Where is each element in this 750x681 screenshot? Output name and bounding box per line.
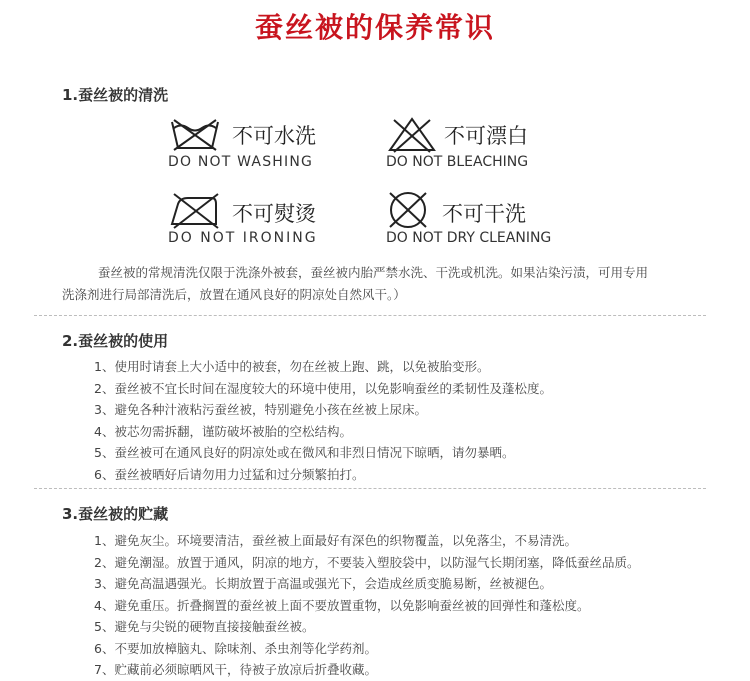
care-label-cn: 不可水洗 (232, 124, 316, 148)
list-item: 5、蚕丝被可在通风良好的阴凉处或在微风和非烈日情况下晾晒，请勿暴晒。 (94, 445, 515, 460)
list-item: 5、避免与尖锐的硬物直接接触蚕丝被。 (94, 619, 315, 634)
no-dry-cleaning-icon (386, 190, 432, 230)
section-heading-usage: 2.蚕丝被的使用 (62, 332, 169, 350)
list-item: 4、被芯勿需拆翻，谨防破坏被胎的空松结构。 (94, 423, 352, 439)
no-bleaching-icon (386, 116, 438, 154)
list-item: 2、蚕丝被不宜长时间在湿度较大的环境中使用，以免影响蚕丝的柔韧性及蓬松度。 (94, 380, 552, 396)
care-symbol-no-ironing (168, 192, 368, 252)
list-item: 2、避免潮湿。放置于通风，阴凉的地方，不要装入塑胶袋中，以防湿气长期闭塞，降低蚕丝品质。 (94, 554, 640, 570)
storage-list (94, 530, 639, 681)
washing-note-line: 洗涤剂进行局部清洗后，放置在通风良好的阴凉处自然风干。） (62, 287, 406, 302)
care-label-en: DO NOT BLEACHING (386, 154, 529, 170)
usage-list (94, 356, 552, 485)
list-item: 4、避免重压。折叠搁置的蚕丝被上面不要放置重物，以免影响蚕丝被的回弹性和蓬松度。 (94, 597, 590, 613)
washing-note (62, 262, 702, 306)
section-divider (34, 315, 706, 316)
list-item: 7、贮藏前必须晾晒风干，待被子放凉后折叠收藏。 (94, 662, 377, 677)
section-heading-washing: 1.蚕丝被的清洗 (62, 86, 169, 104)
no-ironing-icon (168, 192, 224, 230)
care-label-cn: 不可熨烫 (232, 202, 316, 226)
list-item: 3、避免高温遇强光。长期放置于高温或强光下，会造成丝质变脆易断，丝被褪色。 (94, 576, 552, 591)
care-symbol-no-dry-cleaning (386, 190, 586, 252)
list-item: 6、不要加放樟脑丸、除味剂、杀虫剂等化学药剂。 (94, 640, 377, 656)
list-item: 1、避免灰尘。环境要清洁，蚕丝被上面最好有深色的织物覆盖，以免落尘，不易清洗。 (94, 533, 577, 548)
washing-note-text: 蚕丝被的常规清洗仅限于洗涤外被套，蚕丝被内胎严禁水洗、干洗或机洗。如果沾染污渍，可用专用 (98, 265, 649, 280)
no-washing-icon (168, 116, 222, 152)
section-heading-storage: 3.蚕丝被的贮藏 (62, 505, 169, 523)
care-label-cn: 不可漂白 (444, 124, 528, 148)
list-item: 1、使用时请套上大小适中的被套，勿在丝被上跑、跳，以免被胎变形。 (94, 359, 490, 374)
care-label-cn: 不可干洗 (442, 202, 526, 226)
section-divider (34, 488, 706, 489)
care-label-en: DO NOT DRY CLEANING (386, 230, 552, 246)
care-symbol-no-washing (168, 116, 368, 176)
list-item: 3、避免各种汁液粘污蚕丝被，特别避免小孩在丝被上尿床。 (94, 402, 427, 417)
care-symbol-no-bleaching (386, 116, 586, 176)
washing-note-line (62, 262, 702, 284)
list-item: 6、蚕丝被晒好后请勿用力过猛和过分频繁拍打。 (94, 466, 365, 482)
care-label-en: DO NOT IRONING (168, 230, 318, 246)
page-title: 蚕丝被的保养常识 (254, 11, 495, 44)
care-label-en: DO NOT WASHING (168, 154, 314, 170)
